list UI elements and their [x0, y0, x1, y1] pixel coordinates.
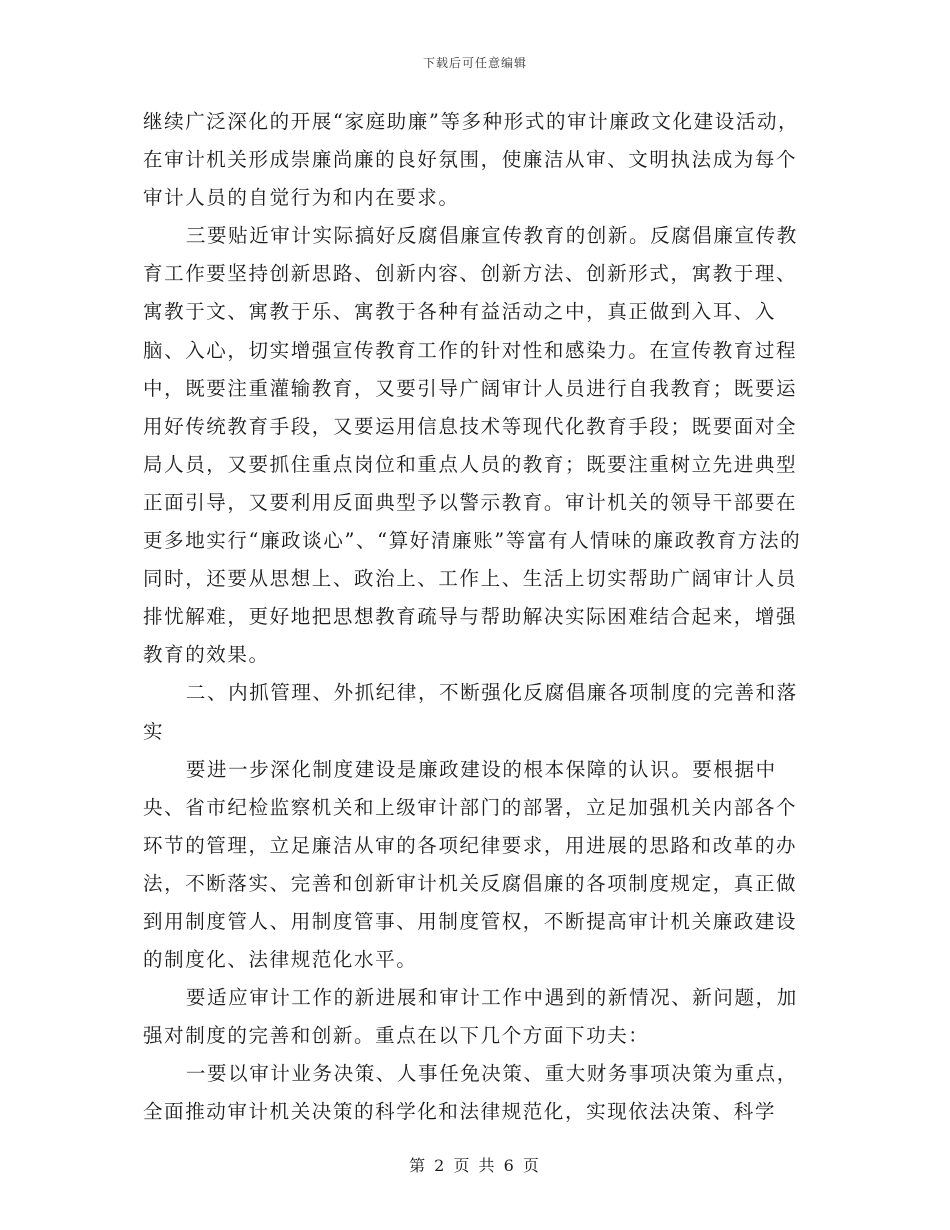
paragraph-2: 三要贴近审计实际搞好反腐倡廉宣传教育的创新。反腐倡廉宣传教育工作要坚持创新思路、创新内容、创新方法、创新形式，寓教于理、寓教于文、寓教于乐、寓教于各种有益活动之中，真正做到入耳、入脑、入心，切实增强宣传教育工作的针对性和感染力。在宣传教育过程中，既要注重灌输教育，又要引导广阔审计人员进行自我教育；既要运用好传统教育手段，又要运用信息技术等现代化教育手段；既要面对全局人员，又要抓住重点岗位和重点人员的教育；既要注重树立先进典型正面引导，又要利用反面典型予以警示教育。审计机关的领导干部要在更多地实行“廉政谈心”、“算好清廉账”等富有人情味的廉政教育方法的同时，还要从思想上、政治上、工作上、生活上切实帮助广阔审计人员排忧解难，更好地把思想教育疏导与帮助解决实际困难结合起来，增强教育的效果。 [143, 224, 802, 667]
section-heading: 二、内抓管理、外抓纪律，不断强化反腐倡廉各项制度的完善和落实 [143, 681, 798, 743]
paragraph-4: 要适应审计工作的新进展和审计工作中遇到的新情况、新问题，加强对制度的完善和创新。重点在以下几个方面下功夫： [143, 986, 798, 1048]
page-number-footer: 第 2 页 共 6 页 [409, 1156, 541, 1175]
paragraph-1: 继续广泛深化的开展“家庭助廉”等多种形式的审计廉政文化建设活动，在审计机关形成崇廉尚廉的良好氛围，使廉洁从审、文明执法成为每个审计人员的自觉行为和内在要求。 [143, 110, 800, 210]
paragraph-5: 一要以审计业务决策、人事任免决策、重大财务事项决策为重点，全面推动审计机关决策的科学化和法律规范化，实现依法决策、科学 [143, 1062, 798, 1124]
document-body [143, 103, 808, 1132]
paragraph-3: 要进一步深化制度建设是廉政建设的根本保障的认识。要根据中央、省市纪检监察机关和上级审计部门的部署，立足加强机关内部各个环节的管理，立足廉洁从审的各项纪律要求，用进展的思路和改革的办法，不断落实、完善和创新审计机关反腐倡廉的各项制度规定，真正做到用制度管人、用制度管事、用制度管权，不断提高审计机关廉政建设的制度化、法律规范化水平。 [143, 757, 798, 972]
page-header: 下载后可任意编辑 [422, 56, 527, 70]
